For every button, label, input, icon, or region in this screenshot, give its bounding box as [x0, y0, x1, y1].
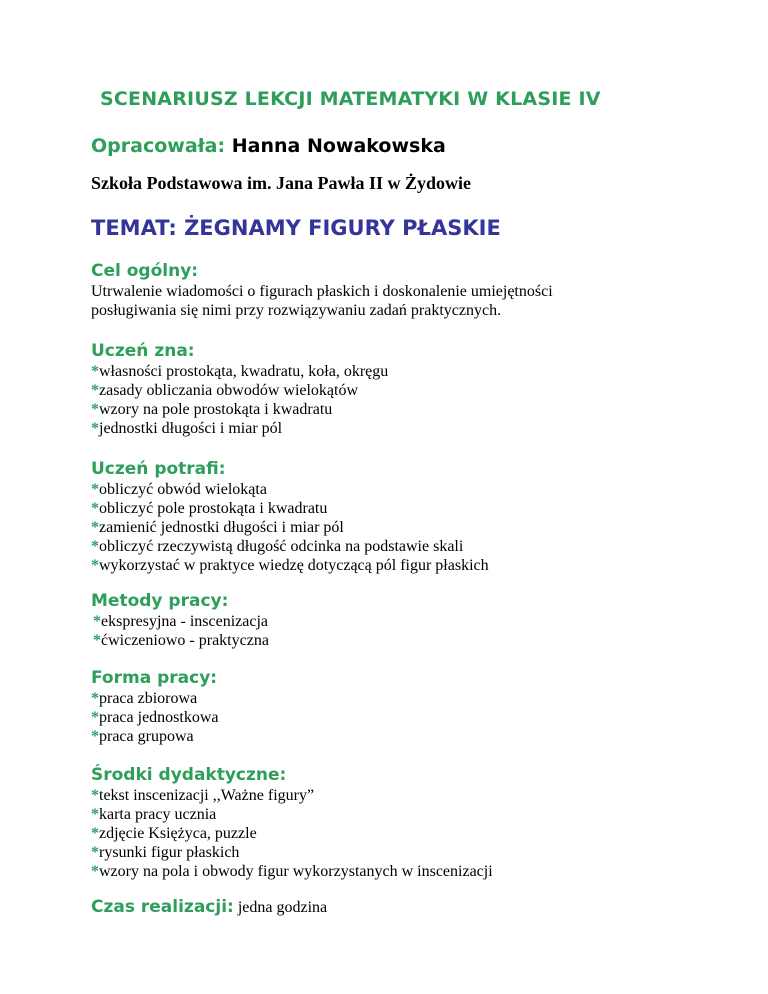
- bullet-asterisk: *: [91, 382, 99, 399]
- body-line: posługiwania się nimi przy rozwiązywaniu zadań praktycznych.: [91, 302, 502, 319]
- bullet-list: [91, 480, 731, 575]
- section-forma-pracy: [91, 668, 731, 746]
- bullet-asterisk: *: [91, 538, 99, 555]
- bullet-asterisk: *: [91, 806, 99, 823]
- list-item: [91, 824, 731, 843]
- list-item-text: karta pracy ucznia: [99, 806, 217, 823]
- list-item-text: zdjęcie Księżyca, puzzle: [99, 825, 257, 842]
- list-item: [91, 727, 731, 746]
- bullet-asterisk: *: [91, 787, 99, 804]
- list-item-text: jednostki długości i miar pól: [99, 420, 283, 437]
- section-heading: Forma pracy:: [91, 668, 218, 688]
- list-item: [91, 537, 731, 556]
- section-body: [91, 282, 731, 320]
- bullet-asterisk: *: [91, 728, 99, 745]
- list-item-text: tekst inscenizacji ,,Ważne figury”: [99, 787, 315, 804]
- bullet-asterisk: *: [91, 825, 99, 842]
- bullet-asterisk: *: [93, 613, 101, 630]
- list-item-text: praca zbiorowa: [99, 690, 198, 707]
- bullet-asterisk: *: [91, 863, 99, 880]
- bullet-asterisk: *: [91, 363, 99, 380]
- list-item-text: rysunki figur płaskich: [99, 844, 240, 861]
- list-item-text: obliczyć pole prostokąta i kwadratu: [99, 500, 328, 517]
- list-item: [91, 843, 731, 862]
- list-item: [91, 556, 731, 575]
- topic-text: ŻEGNAMY FIGURY PŁASKIE: [184, 216, 501, 240]
- bullet-list: [91, 689, 731, 746]
- list-item: [91, 400, 731, 419]
- bullet-list: [91, 612, 731, 650]
- list-item-text: wzory na pola i obwody figur wykorzystanych w inscenizacji: [99, 863, 493, 880]
- topic-line: [91, 216, 501, 240]
- list-item-text: wykorzystać w praktyce wiedzę dotyczącą pól figur płaskich: [99, 557, 489, 574]
- school-name: Szkoła Podstawowa im. Jana Pawła II w Żydowie: [91, 173, 472, 193]
- list-item-text: ekspresyjna - inscenizacja: [101, 613, 269, 630]
- list-item: [91, 499, 731, 518]
- list-item: [91, 381, 731, 400]
- list-item-text: praca grupowa: [99, 728, 194, 745]
- list-item-text: wzory na pole prostokąta i kwadratu: [99, 401, 333, 418]
- list-item: [91, 805, 731, 824]
- section-metody-pracy: [91, 591, 731, 650]
- section-heading: Środki dydaktyczne:: [91, 765, 287, 785]
- list-item-text: zamienić jednostki długości i miar pól: [99, 519, 344, 536]
- author-label: Opracowała:: [91, 135, 226, 157]
- bullet-list: [91, 362, 731, 438]
- bullet-asterisk: *: [91, 401, 99, 418]
- list-item-text: obliczyć obwód wielokąta: [99, 481, 267, 498]
- list-item-text: własności prostokąta, kwadratu, koła, okręgu: [99, 363, 389, 380]
- section-cel-ogolny: [91, 261, 731, 320]
- bullet-asterisk: *: [91, 500, 99, 517]
- topic-label: TEMAT:: [91, 216, 177, 240]
- section-heading: Metody pracy:: [91, 591, 229, 611]
- section-heading: Cel ogólny:: [91, 261, 199, 281]
- list-item: [93, 631, 731, 650]
- author-line: [91, 135, 446, 157]
- author-name: Hanna Nowakowska: [231, 135, 446, 157]
- section-uczen-potrafi: [91, 459, 731, 575]
- body-line: Utrwalenie wiadomości o figurach płaskich i doskonalenie umiejętności: [91, 283, 553, 300]
- document-title: SCENARIUSZ LEKCJI MATEMATYKI W KLASIE IV: [100, 88, 601, 110]
- bullet-asterisk: *: [93, 632, 101, 649]
- list-item: [91, 708, 731, 727]
- section-czas-realizacji: [91, 897, 327, 917]
- time-label: Czas realizacji:: [91, 897, 234, 917]
- list-item: [91, 480, 731, 499]
- list-item: [91, 419, 731, 438]
- bullet-asterisk: *: [91, 690, 99, 707]
- section-heading: Uczeń zna:: [91, 341, 195, 361]
- list-item: [91, 689, 731, 708]
- list-item-text: praca jednostkowa: [99, 709, 219, 726]
- list-item-text: ćwiczeniowo - praktyczna: [101, 632, 269, 649]
- time-value: jedna godzina: [237, 899, 328, 916]
- section-heading: Uczeń potrafi:: [91, 459, 226, 479]
- list-item-text: obliczyć rzeczywistą długość odcinka na podstawie skali: [99, 538, 464, 555]
- list-item: [91, 862, 731, 881]
- bullet-asterisk: *: [91, 420, 99, 437]
- bullet-asterisk: *: [91, 481, 99, 498]
- bullet-asterisk: *: [91, 519, 99, 536]
- list-item-text: zasady obliczania obwodów wielokątów: [99, 382, 359, 399]
- section-uczen-zna: [91, 341, 731, 438]
- list-item: [91, 362, 731, 381]
- bullet-asterisk: *: [91, 709, 99, 726]
- list-item: [91, 786, 731, 805]
- list-item: [93, 612, 731, 631]
- bullet-list: [91, 786, 731, 881]
- bullet-asterisk: *: [91, 844, 99, 861]
- bullet-asterisk: *: [91, 557, 99, 574]
- list-item: [91, 518, 731, 537]
- section-srodki-dydaktyczne: [91, 765, 731, 881]
